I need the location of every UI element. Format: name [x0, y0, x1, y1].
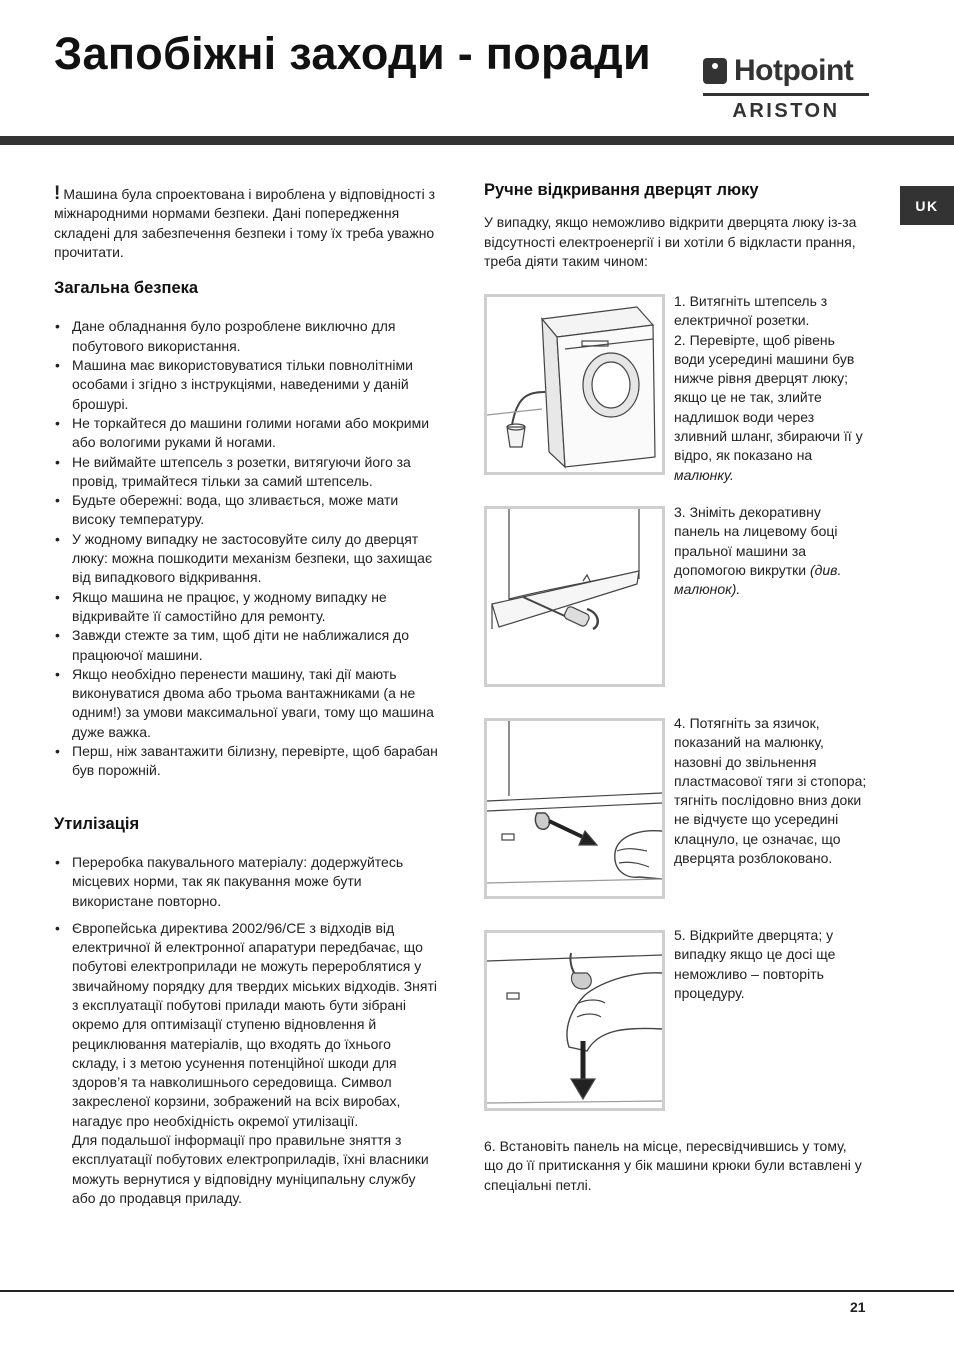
step-2: 2. Перевірте, щоб рівень води усередині машини був нижче рівня дверцят люку; якщо це не так, злийте надлишок води через зливний шланг, збираючи її у відро, як показано на — [674, 331, 863, 464]
general-safety-heading: Загальна безпека — [54, 279, 199, 298]
list-item: • Завжди стежте за тим, щоб діти не наближалися до працюючої машини. — [54, 626, 440, 665]
disposal-list — [54, 853, 440, 1208]
manual-opening-heading: Ручне відкривання дверцят люку — [484, 181, 759, 199]
logo-divider — [703, 93, 869, 96]
step-4-text: 4. Потягніть за язичок, показаний на малюнку, назовні до звільнення пластмасової тяги зі стопора; тягніть послідовно вниз доки не відчуєте що усередині клацнуло, це означає, що дверцята розблоковано. — [674, 715, 867, 867]
general-safety-list — [54, 317, 440, 780]
brand-subname: ARISTON — [732, 100, 840, 122]
header-rule — [0, 136, 954, 145]
list-item: • Якщо машина не працює, у жодному випадку не відкривайте її самостійно для ремонту. — [54, 588, 440, 627]
language-tab: UK — [900, 186, 954, 225]
disposal-directive-text: Європейська директива 2002/96/СЕ з відходів від електричної й електронної апаратури передбачає, що побутові електроприлади не можуть перероблятися у звичайному порядку для твердих міських відходів. Зняті з експлуатації побутові прилади мають бути зібрані окремо для оптимізації ступеню відновлення й рециклювання матеріалів, що входять до їхнього складу, і з метою усунення потенційної шкоди для здоров’я та навколишнього середовища. Символ закресленої корзини, зображений на всіх виробах, нагадує про необхідність окремої утилізації. — [72, 919, 438, 1129]
step-3-text — [674, 503, 868, 599]
list-item: • Перш, ніж завантажити білизну, перевірте, щоб барабан був порожній. — [54, 742, 440, 781]
list-item — [54, 919, 440, 1208]
hand-pulling-tab-illustration — [484, 718, 665, 899]
step-1-2-text — [674, 292, 868, 485]
manual-opening-intro: У випадку, якщо неможливо відкрити дверцята люку із-за відсутності електроенергії і ви хотіли б відкласти прання, треба діяти таким чином: — [484, 214, 857, 269]
right-column — [484, 181, 874, 271]
disposal-extra-text: Для подальшої інформації про правильне зняття з експлуатації побутових електроприладів, їхні власники можуть вернутися у відповідну муніципальну службу або до продавця приладу. — [72, 1132, 429, 1206]
list-item: • Переробка пакувального матеріалу: додержуйтесь місцевих норми, так як пакування може бути використане повторно. — [54, 853, 440, 911]
intro-text: Машина була спроектована і вироблена у відповідності з міжнародними нормами безпеки. Дані попередження складені для забезпечення безпеки і тому їх треба уважно прочитати. — [54, 186, 435, 260]
screwdriver-panel-removal-illustration — [484, 506, 665, 687]
footer-rule — [0, 1290, 954, 1292]
step-3-ref: (див. малюнок). — [674, 561, 842, 598]
list-item: • Не виймайте штепсель з розетки, витягуючи його за провід, тримайтеся тільки за самий штепсель. — [54, 453, 440, 492]
list-item: • Будьте обережні: вода, що зливається, може мати високу температуру. — [54, 491, 440, 530]
brand-name: Hotpoint — [734, 54, 854, 87]
step-2-ref: малюнку. — [674, 466, 734, 483]
hotpoint-logo-icon — [703, 58, 727, 84]
exclamation-icon: ! — [54, 183, 61, 204]
left-column — [54, 184, 440, 1216]
step-3: 3. Зніміть декоративну панель на лицевому боці пральної машини за допомогою викрутки — [674, 504, 838, 578]
page-number: 21 — [850, 1299, 866, 1315]
list-item: • У жодному випадку не застосовуйте силу до дверцят люку: можна пошкодити механізм безпеки, що захищає від випадкового відкривання. — [54, 530, 440, 588]
washing-machine-drain-bucket-illustration — [484, 294, 665, 475]
step-1: 1. Витягніть штепсель з електричної розетки. — [674, 293, 828, 329]
step-6-text: 6. Встановіть панель на місце, пересвідчившись у тому, що до її притискання у бік машини крюки були вставлені у спеціальні петлі. — [484, 1138, 862, 1193]
step-5-text: 5. Відкрийте дверцята; у випадку якщо це досі ще неможливо – повторіть процедуру. — [674, 927, 836, 1001]
list-item: • Якщо необхідно перенести машину, такі дії мають виконуватися двома або трьома вантажниками (а не одним!) за умови максимальної уваги, тому що машина дуже важка. — [54, 665, 440, 742]
list-item: • Дане обладнання було розроблене виключно для побутового використання. — [54, 317, 440, 356]
list-item: • Не торкайтеся до машини голими ногами або мокрими або вологими руками й ногами. — [54, 414, 440, 453]
page-title: Запобіжні заходи - поради — [54, 28, 652, 79]
hand-pulling-down-arrow-illustration — [484, 930, 665, 1111]
brand-logo — [703, 54, 869, 126]
intro-paragraph — [54, 184, 440, 262]
disposal-heading: Утилізація — [54, 814, 140, 833]
list-item: • Машина має використовуватися тільки повнолітніми особами і згідно з інструкціями, наведеними у даній брошурі. — [54, 356, 440, 414]
